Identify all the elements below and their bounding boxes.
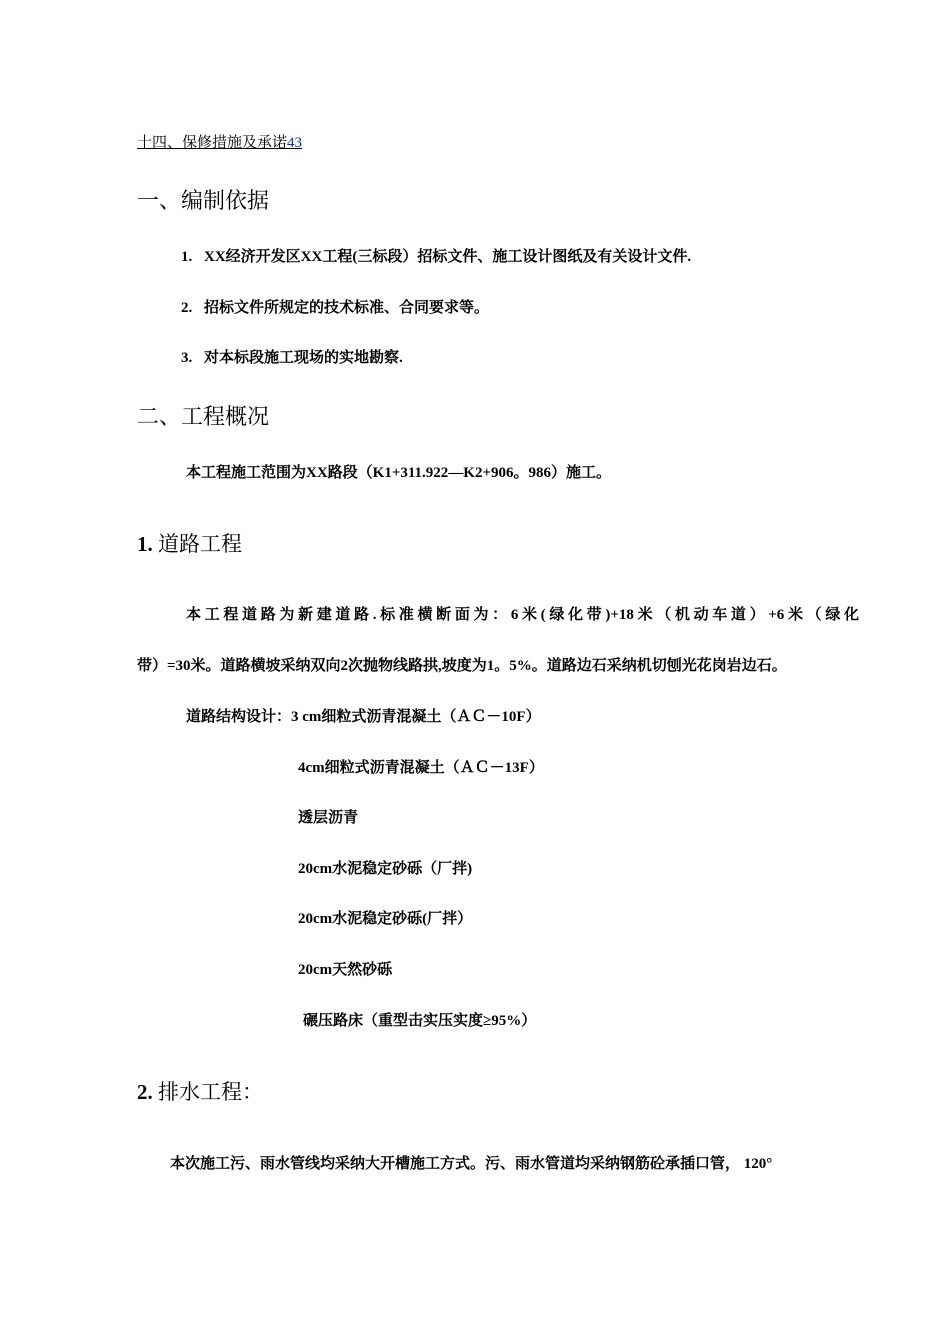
toc-entry[interactable] [137, 131, 302, 152]
structure-layer: 20cm水泥稳定砂砾(厂拌） [298, 911, 473, 927]
structure-layer: 20cm天然砂砾 [298, 962, 393, 978]
structure-layer: 20cm水泥稳定砂砾（厂拌) [298, 861, 473, 877]
subsection-heading-road [137, 528, 242, 558]
basis-item-number: 3. [181, 350, 193, 366]
subsection-heading-drainage [137, 1076, 263, 1106]
basis-item-number: 1. [181, 249, 193, 265]
road-paragraph-line-1: 本工程道路为新建道路.标准横断面为：6米(绿化带)+18米（机动车道）+6米（绿化 [186, 607, 859, 623]
basis-item-text: 对本标段施工现场的实地勘察. [204, 350, 403, 366]
basis-item-text: XX经济开发区XX工程(三标段）招标文件、施工设计图纸及有关设计文件. [204, 249, 692, 265]
road-structure-label [186, 705, 541, 726]
toc-entry-text: 十四、保修措施及承诺 [137, 135, 288, 151]
road-paragraph-line-2: 带）=30米。道路横坡采纳双向2次抛物线路拱,坡度为1。5%。道路边石采纳机切刨光花岗岩边石。 [137, 658, 787, 674]
toc-page-link[interactable]: 43 [287, 135, 303, 151]
section-heading-basis: 一、编制依据 [137, 188, 270, 213]
basis-item-3 [181, 346, 403, 367]
subsection-title: 排水工程： [158, 1080, 263, 1104]
overview-paragraph: 本工程施工范围为XX路段（K1+311.922—K2+906。986）施工。 [186, 465, 612, 481]
structure-layer: 4cm细粒式沥青混凝土（ＡＣ－13F） [298, 760, 544, 776]
basis-item-text: 招标文件所规定的技术标准、合同要求等。 [204, 300, 490, 316]
basis-item-2 [181, 296, 489, 317]
subsection-title: 道路工程 [158, 532, 242, 556]
basis-item-number: 2. [181, 300, 193, 316]
basis-item-1 [181, 245, 691, 266]
subsection-number: 1. [137, 532, 153, 556]
structure-label-text: 道路结构设计： [186, 709, 292, 725]
structure-layer: 3 cm细粒式沥青混凝土（ＡＣ－10F） [291, 709, 541, 725]
section-heading-overview: 二、工程概况 [137, 404, 270, 429]
drainage-paragraph: 本次施工污、雨水管线均采纳大开槽施工方式。污、雨水管道均采纳钢筋砼承插口管， 120° [170, 1156, 773, 1172]
subsection-number: 2. [137, 1080, 153, 1104]
structure-layer: 透层沥青 [298, 810, 359, 826]
structure-layer: 碾压路床（重型击实压实度≥95%） [303, 1013, 537, 1029]
